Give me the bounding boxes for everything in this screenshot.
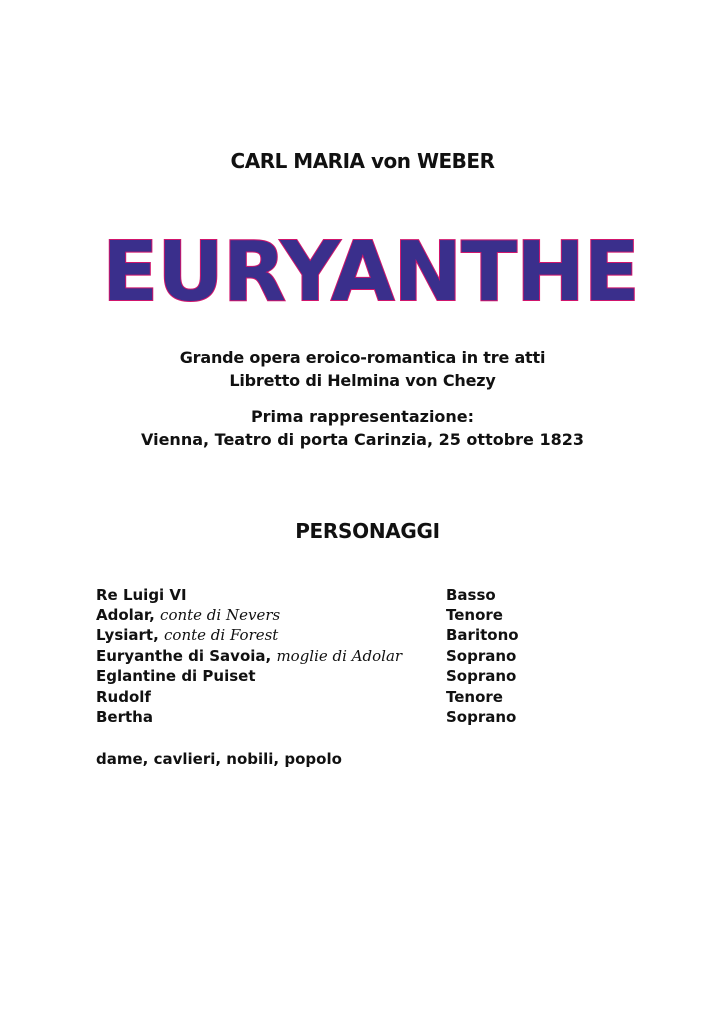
character-name: Re Luigi VI [96, 586, 187, 604]
premiere-details: Vienna, Teatro di porta Carinzia, 25 ottobre 1823 [140, 430, 585, 449]
cast-row [96, 606, 656, 626]
cast-row [96, 626, 656, 646]
character-name: Euryanthe di Savoia, moglie di Adolar [96, 647, 403, 665]
voice-type: Baritono [446, 626, 519, 644]
character-description: conte di Forest [164, 626, 279, 644]
voice-type: Basso [446, 586, 496, 604]
voice-type: Tenore [446, 688, 503, 706]
character-name: Eglantine di Puiset [96, 667, 256, 685]
character-name: Adolar, conte di Nevers [96, 606, 281, 624]
opera-subtitle: Grande opera eroico-romantica in tre atti [179, 348, 546, 367]
cast-row [96, 647, 656, 667]
voice-type: Soprano [446, 708, 517, 726]
character-description: moglie di Adolar [276, 647, 403, 665]
voice-type: Tenore [446, 606, 503, 624]
chorus-line: dame, cavlieri, nobili, popolo [96, 750, 342, 768]
opera-title: EURYANTHE [102, 225, 639, 320]
character-name: Bertha [96, 708, 153, 726]
cast-row [96, 708, 656, 728]
cast-row [96, 667, 656, 687]
character-description: conte di Nevers [160, 606, 281, 624]
voice-type: Soprano [446, 647, 517, 665]
cast-row [96, 688, 656, 708]
character-name: Lysiart, conte di Forest [96, 626, 279, 644]
voice-type: Soprano [446, 667, 517, 685]
character-name: Rudolf [96, 688, 151, 706]
composer-name: CARL MARIA von WEBER [230, 149, 495, 173]
librettist-line: Libretto di Helmina von Chezy [229, 371, 496, 390]
cast-row [96, 586, 656, 606]
premiere-label: Prima rappresentazione: [250, 407, 475, 426]
characters-heading: PERSONAGGI [295, 519, 440, 543]
